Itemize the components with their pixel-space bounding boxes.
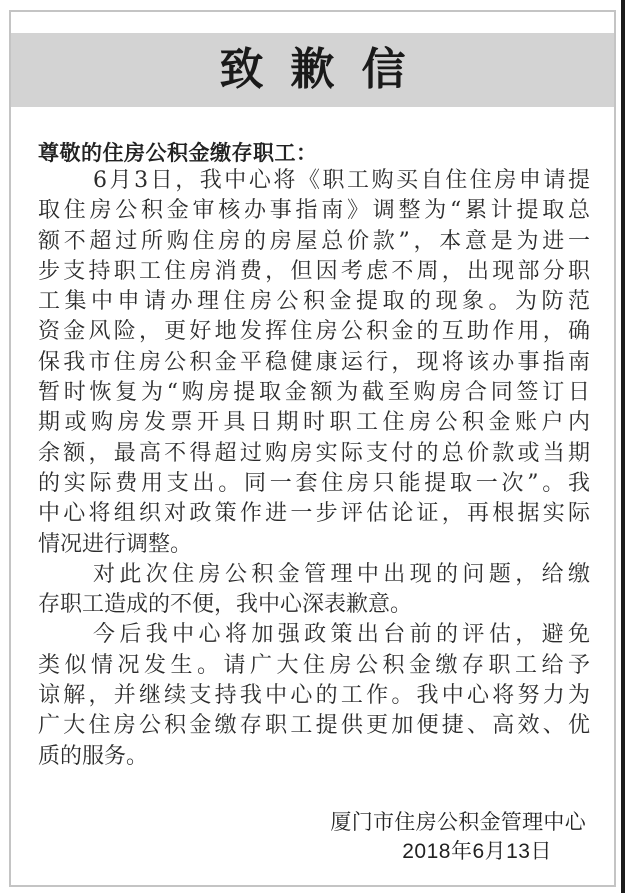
apology-letter <box>9 10 616 887</box>
body-line: 存职工造成的不便，我中心深表歉意。 <box>38 592 413 618</box>
body-line: 余额，最高不得超过购房实际支付的总价款或当期 <box>38 440 590 466</box>
body-line: 今后我中心将加强政策出台前的评估，避免 <box>93 622 590 648</box>
body-line: 对此次住房公积金管理中出现的问题，给缴 <box>93 561 590 587</box>
signature-date: 2018年6月13日 <box>402 840 552 863</box>
body-line: 中心将组织对政策作进一步评估论证，再根据实际 <box>38 501 590 527</box>
body-line: 广大住房公积金缴存职工提供更加便捷、高效、优 <box>38 713 590 739</box>
body-line: 期或购房发票开具日期时职工住房公积金账户内 <box>38 410 590 436</box>
body-line: 步支持职工住房消费，但因考虑不周，出现部分职 <box>38 258 590 284</box>
title-banner <box>11 33 614 107</box>
body-line: 情况进行调整。 <box>38 531 193 557</box>
page-edge-bar <box>621 0 625 893</box>
body-line: 工集中申请办理住房公积金提取的现象。为防范 <box>38 289 590 315</box>
body-line: 资金风险，更好地发挥住房公积金的互助作用，确 <box>38 319 590 345</box>
body-line: 取住房公积金审核办事指南》调整为“累计提取总 <box>38 198 590 224</box>
letter-title: 致歉信 <box>219 44 433 95</box>
signature-organization: 厦门市住房公积金管理中心 <box>330 810 586 834</box>
body-line: 保我市住房公积金平稳健康运行，现将该办事指南 <box>38 349 590 375</box>
letter-body <box>38 166 590 772</box>
body-line: 暂时恢复为“购房提取金额为截至购房合同签订日 <box>38 380 590 406</box>
body-line: 类似情况发生。请广大住房公积金缴存职工给予 <box>38 652 590 678</box>
body-line: 质的服务。 <box>38 743 149 769</box>
body-line: 6月3日，我中心将《职工购买自住住房申请提 <box>93 168 590 193</box>
body-line: 额不超过所购住房的房屋总价款”，本意是为进一 <box>38 228 590 254</box>
body-line: 谅解，并继续支持我中心的工作。我中心将努力为 <box>38 683 590 709</box>
body-line: 的实际费用支出。同一套住房只能提取一次”。我 <box>38 470 590 496</box>
salutation: 尊敬的住房公积金缴存职工： <box>38 141 318 165</box>
